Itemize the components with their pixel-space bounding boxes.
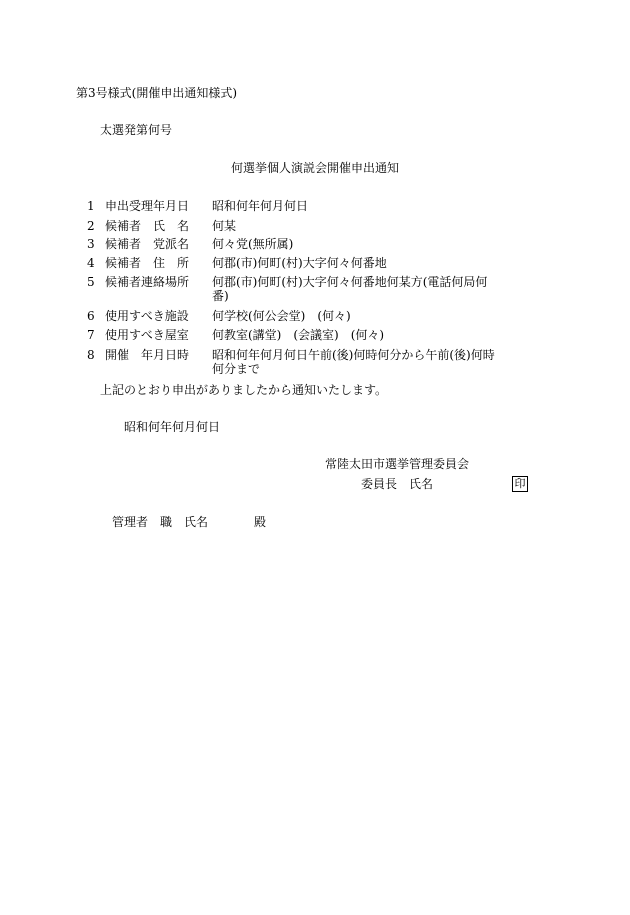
item-value: 何教室(講堂) (会議室) (何々) xyxy=(212,328,385,342)
item-number: 5 xyxy=(87,275,95,289)
notice-date: 昭和何年何月何日 xyxy=(124,420,221,434)
item-label: 開催 年月日時 xyxy=(105,348,190,362)
item-value: 何学校(何公会堂) (何々) xyxy=(212,309,351,323)
item-value: 昭和何年何月何日 xyxy=(212,199,309,213)
item-value: 何郡(市)何町(村)大字何々何番地何某方(電話何局何番) xyxy=(212,275,488,303)
item-value: 何郡(市)何町(村)大字何々何番地 xyxy=(212,256,387,270)
recipient-name: 管理者 職 氏名 xyxy=(112,515,209,529)
item-number: 2 xyxy=(87,219,95,233)
item-value: 昭和何年何月何日午前(後)何時何分から午前(後)何時何分まで xyxy=(212,348,495,376)
item-label: 候補者連絡場所 xyxy=(105,275,190,289)
honorific: 殿 xyxy=(254,515,267,529)
chairman-name: 委員長 氏名 xyxy=(361,477,434,491)
item-label: 申出受理年月日 xyxy=(105,199,190,213)
item-number: 8 xyxy=(87,348,95,362)
item-label: 使用すべき施設 xyxy=(105,309,189,323)
item-number: 7 xyxy=(87,328,95,342)
committee-name: 常陸太田市選挙管理委員会 xyxy=(325,457,470,471)
notice-text: 上記のとおり申出がありましたから通知いたします。 xyxy=(100,383,388,397)
item-number: 1 xyxy=(87,199,95,213)
item-number: 3 xyxy=(87,237,95,251)
item-number: 4 xyxy=(87,256,95,270)
item-value: 何々党(無所属) xyxy=(212,237,294,251)
item-label: 候補者 住 所 xyxy=(105,256,190,270)
item-label: 候補者 氏 名 xyxy=(105,219,190,233)
document-number: 太選発第何号 xyxy=(100,123,173,137)
item-label: 候補者 党派名 xyxy=(105,237,190,251)
document-title: 何選挙個人演説会開催申出通知 xyxy=(231,161,400,175)
form-number: 第3号様式(開催申出通知様式) xyxy=(76,86,237,100)
item-label: 使用すべき屋室 xyxy=(105,328,189,342)
item-value: 何某 xyxy=(212,219,237,233)
seal-mark: 印 xyxy=(512,476,528,492)
item-number: 6 xyxy=(87,309,95,323)
